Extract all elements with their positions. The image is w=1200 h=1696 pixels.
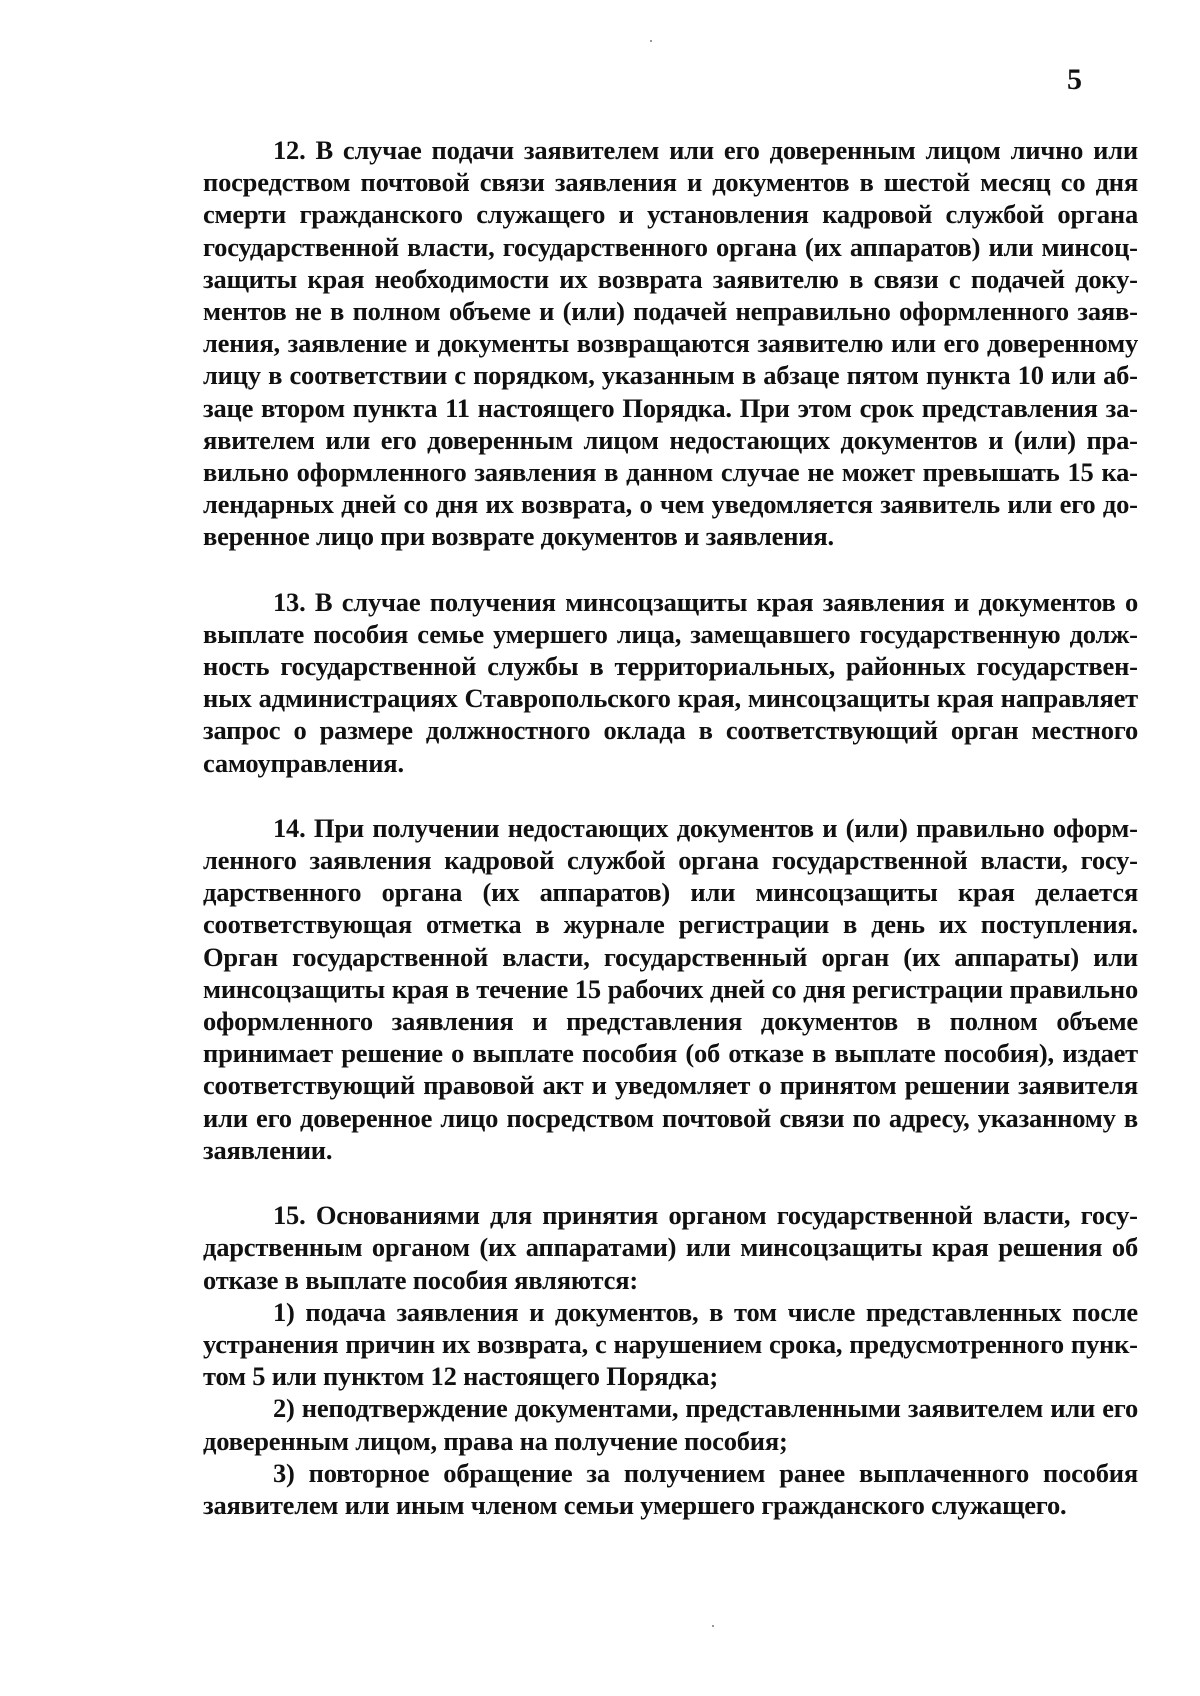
- paragraph-12: 12. В случае подачи заявителем или его доверенным лицом лично или посредством почтовой связи заявления и документов в шестой месяц со дня смерти гражданского служащего и установления кадровой службой органа государственной власти, государственного органа (их аппаратов) или минсоцзащиты края необходимости их возврата заявителю в связи с подачей документов не в полном объеме и (или) подачей неправильно оформленного заявления, заявление и документы возвращаются заявителю или его доверенному лицу в соответствии с порядком, указанным в абзаце пятом пункта 10 или абзаце втором пункта 11 настоящего Порядка. При этом срок представления заявителем или его доверенным лицом недостающих документов и (или) правильно оформленного заявления в данном случае не может превышать 15 календарных дней со дня их возврата, о чем уведомляется заявитель или его доверенное лицо при возврате документов и заявления.: [203, 135, 1138, 552]
- scan-speck: [650, 40, 652, 42]
- paragraph-15-item-3: 3) повторное обращение за получением ранее выплаченного пособия заявителем или иным членом семьи умершего гражданского служащего.: [203, 1457, 1138, 1520]
- paragraph-13: 13. В случае получения минсоцзащиты края заявления и документов о выплате пособия семье умершего лица, замещавшего государственную должность государственной службы в территориальных, районных государственных администрациях Ставропольского края, минсоцзащиты края направляет запрос о размере должностного оклада в соответствующий орган местного самоуправления.: [203, 586, 1138, 778]
- paragraph-14: 14. При получении недостающих документов и (или) правильно оформленного заявления кадровой службой органа государственной власти, государственного органа (их аппаратов) или минсоцзащиты края делается соответствующая отметка в журнале регистрации в день их поступления. Орган государственной власти, государственный орган (их аппараты) или минсоцзащиты края в течение 15 рабочих дней со дня регистрации правильно оформленного заявления и представления документов в полном объеме принимает решение о выплате пособия (об отказе в выплате пособия), издает соответствующий правовой акт и уведомляет о принятом решении заявителя или его доверенное лицо посредством почтовой связи по адресу, указанному в заявлении.: [203, 812, 1138, 1165]
- page-number: 5: [1067, 63, 1082, 96]
- scan-speck: [712, 1625, 714, 1627]
- paragraph-15-intro: 15. Основаниями для принятия органом государственной власти, государственным органом (их аппаратами) или минсоцзащиты края решения об отказе в выплате пособия являются:: [203, 1200, 1138, 1295]
- document-body: [203, 134, 1138, 1521]
- paragraph-15-item-1: 1) подача заявления и документов, в том числе представленных после устранения причин их возврата, с нарушением срока, предусмотренного пунктом 5 или пунктом 12 настоящего Порядка;: [203, 1296, 1138, 1392]
- paragraph-15-item-2: 2) неподтверждение документами, представленными заявителем или его доверенным лицом, права на получение пособия;: [203, 1393, 1138, 1456]
